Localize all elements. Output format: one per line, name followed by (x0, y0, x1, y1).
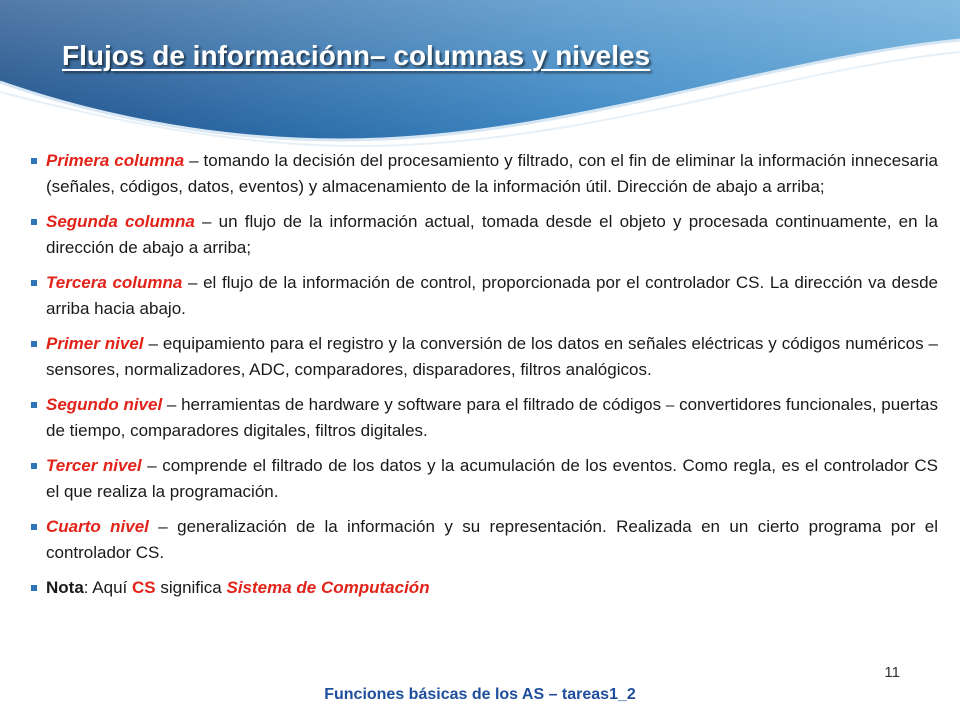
cs-full-name: Sistema de Computación (226, 578, 430, 597)
bullet-item (30, 270, 938, 321)
bullet-list (30, 148, 938, 611)
note-text: significa (155, 578, 227, 597)
bullet-term: Tercer nivel (46, 456, 142, 475)
square-bullet-icon (31, 280, 37, 286)
bullet-text: – el flujo de la información de control, proporcionada por el controlador CS. La dirección va desde arriba hacia abajo. (46, 273, 938, 318)
note-label: Nota (46, 578, 84, 597)
bullet-item (30, 148, 938, 199)
page-number: 11 (884, 664, 900, 681)
bullet-item (30, 209, 938, 260)
bullet-text: – tomando la decisión del procesamiento y filtrado, con el fin de eliminar la información innecesaria (señales, códigos, datos, eventos) y almacenamiento de la información útil. Dirección de abajo a arriba; (46, 151, 938, 196)
bullet-term: Segunda columna (46, 212, 195, 231)
square-bullet-icon (31, 402, 37, 408)
bullet-item (30, 331, 938, 382)
bullet-text: – equipamiento para el registro y la conversión de los datos en señales eléctricas y códigos numéricos – sensores, normalizadores, ADC, comparadores, disparadores, filtros analógicos. (46, 334, 939, 379)
slide-footer: Funciones básicas de los AS – tareas1_2 (324, 686, 636, 703)
bullet-item (30, 392, 938, 443)
bullet-term: Cuarto nivel (46, 517, 149, 536)
square-bullet-icon (31, 341, 37, 347)
square-bullet-icon (31, 463, 37, 469)
square-bullet-icon (31, 524, 37, 530)
slide-title: Flujos de informaciónn– columnas y niveles (62, 40, 651, 71)
header-wave-background (0, 0, 960, 150)
bullet-text: – comprende el filtrado de los datos y la acumulación de los eventos. Como regla, es el controlador CS el que realiza la programación. (46, 456, 939, 501)
bullet-text: – herramientas de hardware y software para el filtrado de códigos ⎯ convertidores funcionales, puertas de tiempo, comparadores digitales, filtros digitales. (46, 395, 938, 440)
bullet-item-note (30, 575, 938, 601)
bullet-item (30, 514, 938, 565)
square-bullet-icon (31, 585, 37, 591)
bullet-text: – generalización de la información y su representación. Realizada en un cierto programa por el controlador CS. (46, 517, 938, 562)
bullet-item (30, 453, 938, 504)
slide-header (0, 0, 960, 150)
bullet-term: Segundo nivel (46, 395, 163, 414)
cs-abbreviation: CS (131, 578, 156, 597)
bullet-text: – un flujo de la información actual, tomada desde el objeto y procesada continuamente, en la dirección de abajo a arriba; (46, 212, 938, 257)
square-bullet-icon (31, 158, 37, 164)
square-bullet-icon (31, 219, 37, 225)
bullet-term: Primera columna (46, 151, 185, 170)
note-text: : Aquí (83, 578, 132, 597)
bullet-term: Tercera columna (46, 273, 183, 292)
bullet-term: Primer nivel (46, 334, 144, 353)
